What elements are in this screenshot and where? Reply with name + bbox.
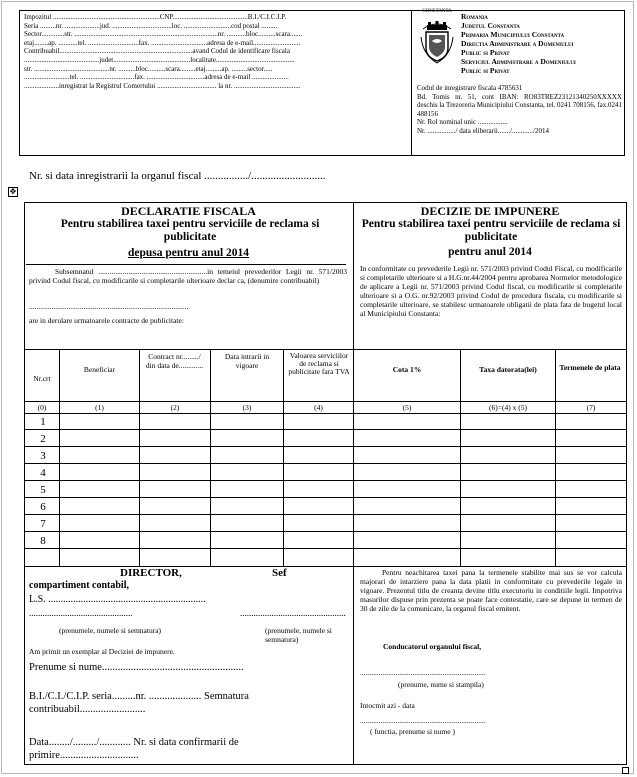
issue-number-and-date: Nr. ................/ data eliberarii......./............/2014 [417, 126, 550, 135]
received-copy-text: Am primit un exemplar al Deciziei de impunere. [29, 647, 175, 656]
table-row-number: 6 [40, 501, 46, 513]
col-number: (2) [170, 403, 180, 412]
decision-title: DECIZIE DE IMPUNERE [420, 204, 560, 218]
declaration-dots: ..................................................................................... [29, 302, 189, 311]
authority-line: Serviciul Administrare a Domeniului [461, 57, 576, 66]
authority-block [461, 12, 623, 75]
header-line: str. ...........................................nr. ..........bloc..........scara.........etaj.........ap. .........sector..... [24, 64, 273, 73]
taxpayer-name-line: Prenume si nume...................................................... [29, 662, 244, 673]
move-handle-icon[interactable]: ✥ [9, 187, 17, 196]
fiscal-head-dots: ................................................................... [360, 668, 486, 677]
col-header-contract: Contract nr........./ din data de............. [145, 352, 204, 370]
header-line: ....................inregistrat la Registrul Comertului .................................. la nr. ...................................... [24, 81, 301, 90]
declaration-contracts: are in derulare urmatoarele contracte de publicitate: [29, 316, 184, 325]
header-line: Sector.............str. ..................................................................................nr. ...........bloc..........scara....... [24, 30, 303, 39]
line-row-6 [24, 514, 627, 515]
declaration-subtitle: Pentru stabilirea taxei pentru serviciile de reclama si publicitate [60, 218, 320, 243]
drawn-up-dots: ................................................................... [360, 716, 486, 725]
col-header-valoarea: Valoarea serviciilor de reclama si publicitate fara TVA [288, 351, 350, 376]
unique-roll-number: Nr. Rol nominal unic ................. [417, 118, 508, 127]
col-number: (3) [242, 403, 252, 412]
compartiment-label: compartiment contabil, [29, 580, 129, 591]
signature-caption-director: (prenumele, numele si semnatura) [59, 626, 162, 635]
line-row-8 [24, 548, 627, 549]
ls-line: L.S. ............................................................... [29, 594, 206, 605]
fiscal-code: Codul de inregistrare fiscala 4785631 [417, 84, 523, 92]
dots-line: .............................................. [29, 608, 133, 618]
constanta-coat-of-arms-icon [419, 15, 455, 67]
table-row-number: 3 [40, 450, 46, 462]
line-row-1 [24, 429, 627, 430]
line-row-3 [24, 463, 627, 464]
registration-line: Nr. si data inregistrarii la organul fiscal ................/........................... [29, 170, 326, 182]
constanta-label: CONSTANTA [422, 9, 452, 14]
confirmation-date-line: Data......../........./............ Nr. si data confirmarii de primire.............................. [29, 737, 239, 761]
address-and-bank-account: Bd. Tomis nr. 51, cont IBAN: RO83TREZ23121340250XXXXX deschis la Trezoreria Municipiului Constanta, tel. 0241 708156, fax.0241 488156 [417, 92, 622, 118]
col-number: (6)=(4) x (5) [489, 403, 527, 412]
col-header-beneficiar: Beneficiar [83, 365, 116, 374]
col-header-nr-crt: Nr.crt [33, 374, 51, 383]
header-line: Seria .........nr. ....................jud. ..................................loc. ...........................cod postal ......... [24, 21, 278, 30]
table-resize-handle[interactable] [622, 767, 629, 774]
header-line: etaj........ap. ...........tel. .............................fax. ................................adresa de e-mail........................... [24, 38, 301, 47]
col-header-termenele: Termenele de plata [559, 363, 621, 372]
line-row-4 [24, 480, 627, 481]
line-colnum-top [24, 401, 627, 402]
line-header-top [24, 349, 627, 350]
authority-line: Primaria Municipiului Constanta [461, 30, 565, 39]
line-colnum-bottom [24, 413, 627, 414]
decision-body: In conformitate cu prevederile Legii nr. 571/2003 privind Codul Fiscal, cu modificarile si completarile ulterioare si a H.G.nr.44/2004 pentru aprobarea Normelor metodologice de aplicare a Legii nr. 571/2003 privind Codul fiscal, cu modificarile si completarile ulterioare si a O.G. nr.92/2003 privind Codul de procedura fiscala, cu modificarile si completarile ulterioare, se stabilesc urmatoarele obligatii de plata fata de bugetul local al Municipiului Constanta: [360, 264, 622, 318]
drawn-up-caption: ( functia, prenume si nume ) [370, 727, 455, 736]
fiscal-head-caption: (prenume, nume si stampila) [398, 680, 484, 689]
fiscal-head-label: Conducatorul organului fiscal, [383, 642, 482, 651]
line-row-7 [24, 531, 627, 532]
col-number: (7) [586, 403, 596, 412]
taxpayer-identification-block [24, 13, 409, 90]
col-number: (0) [37, 403, 47, 412]
fiscal-code-block [417, 84, 622, 136]
col-header-cota: Cota 1% [392, 365, 422, 374]
line-row-5 [24, 497, 627, 498]
declaration-body: Subsemnatul ..........................................................in temeiul prevederilor Legii nr. 571/2003 privind Codul fiscal, cu modificarile si completarile ulterioare declar ca, (denumire contribuabil) [29, 267, 347, 285]
header-line: ...........................................judet............................................localitate............................................. [24, 55, 295, 64]
header-divider [411, 10, 412, 156]
signature-caption-sef: (prenumele, numele si semnatura) [265, 626, 332, 644]
taxpayer-id-signature-line: B.I./C.I./C.I.P. seria.........nr. .................... Semnatura contribuabil......................... [29, 691, 249, 715]
authority-line: Public si Privat [461, 66, 510, 75]
table-row-number: 2 [40, 433, 46, 445]
col-line [353, 349, 354, 566]
declaration-title: DECLARATIE FISCALA [121, 204, 256, 218]
header-line: Contribuabil............................................................................avand Codul de identificare fiscala [24, 47, 290, 56]
table-row-number: 1 [40, 416, 46, 428]
authority-line: Public si Privat [461, 48, 510, 57]
table-row-number: 4 [40, 467, 46, 479]
title-underline [26, 264, 346, 265]
col-header-taxa: Taxa datorata(lei) [479, 365, 537, 374]
table-row-number: 5 [40, 484, 46, 496]
col-line [139, 349, 140, 566]
col-number: (4) [314, 403, 323, 412]
decision-year: pentru anul 2014 [448, 246, 532, 258]
drawn-up-label: Intocmit azi - data [360, 701, 415, 710]
director-label: DIRECTOR, [120, 567, 182, 579]
line-row-2 [24, 446, 627, 447]
panel-divider-top [353, 202, 354, 349]
authority-line: Directia Administrare a Domeniului [461, 39, 574, 48]
authority-line: Judetul Constanta [461, 21, 520, 30]
sef-label: Sef [272, 567, 287, 579]
panel-divider-bottom [353, 566, 354, 765]
authority-line: Romania [461, 12, 488, 21]
table-row-number: 8 [40, 535, 46, 547]
col-line [555, 349, 556, 566]
line-grid-bottom [24, 566, 627, 567]
col-header-data-intrarii: Data intrarii in vigoare [224, 352, 270, 370]
col-number: (5) [402, 403, 412, 412]
decision-subtitle: Pentru stabilirea taxei pentru serviciile de reclama si publicitate [361, 218, 621, 243]
payment-notice: Pentru neachitarea taxei pana la termenele stabilite mai sus se vor calcula majorari de intarziere pana la data platii in conformitate cu prevederile legale in vigoare. Prezentul titlu de creanta devine titlu executoriu in conditiile legii. Impotriva masurilor dispuse prin prezenta se poate face contestatie, care se depune in termen de 30 de zile de la comunicare, la organul fiscal emitent. [360, 568, 622, 613]
col-number: (1) [95, 403, 104, 412]
table-row-number: 7 [40, 518, 46, 530]
declaration-year: depusa pentru anul 2014 [127, 247, 250, 259]
header-line: ..........................tel. ...............................fax. .................................adresa de e-mail ..................... [24, 73, 289, 82]
col-line [460, 349, 461, 566]
dots-line: ............................................... [240, 608, 346, 618]
header-line: Impozitul .............................................................CNP...........................................B.I./C.I.C.I.P. [24, 13, 287, 21]
col-line [283, 349, 284, 566]
col-line [210, 349, 211, 566]
